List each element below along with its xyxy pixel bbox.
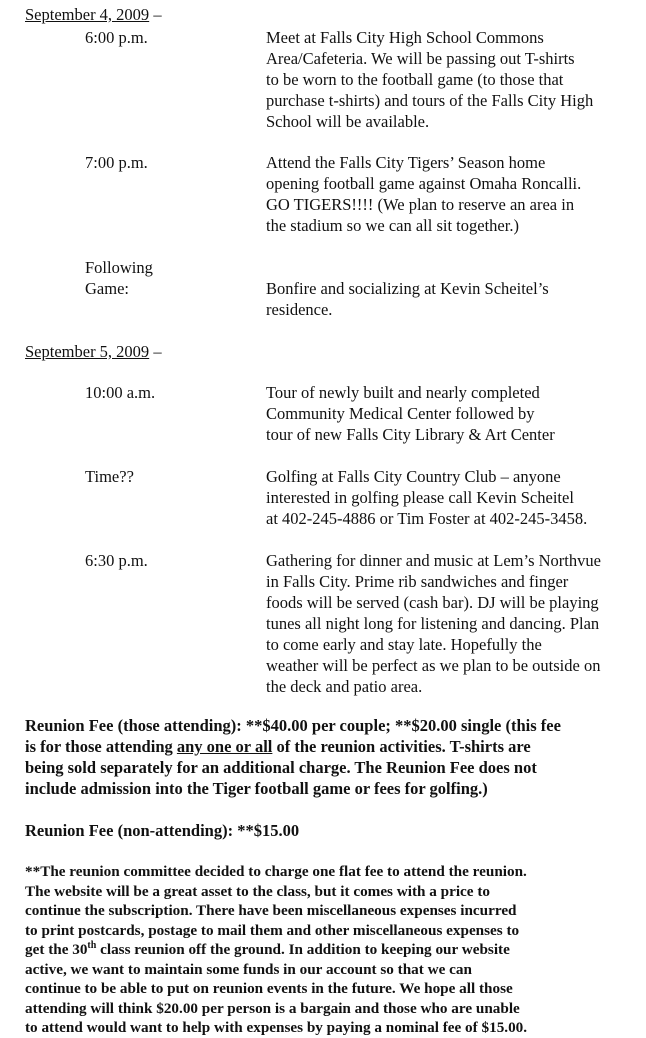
event-time: Following Game:	[85, 258, 153, 298]
event-line: interested in golfing please call Kevin Scheitel	[266, 488, 574, 507]
fee-line: include admission into the Tiger football game or fees for golfing.)	[25, 779, 488, 798]
event-description	[266, 27, 646, 132]
note-line: to print postcards, postage to mail them and other miscellaneous expenses to	[25, 921, 520, 939]
event-description	[266, 278, 646, 320]
event-line: opening football game against Omaha Roncalli.	[266, 174, 582, 193]
note-line: continue the subscription. There have been miscellaneous expenses incurred	[25, 902, 517, 919]
event-line: purchase t-shirts) and tours of the Falls City High	[266, 91, 594, 110]
note-text: class reunion off the ground. In addition to keeping our website	[96, 941, 510, 958]
day-1-date: September 4, 2009	[25, 5, 150, 24]
event-description	[266, 550, 646, 697]
event-line: in Falls City. Prime rib sandwiches and finger	[266, 572, 569, 591]
fee-text: of the reunion activities. T-shirts are	[272, 737, 531, 756]
reunion-fee-non-attending: Reunion Fee (non-attending): **$15.00	[25, 821, 300, 840]
event-line: residence.	[266, 300, 333, 319]
event-line: Area/Cafeteria. We will be passing out T-shirts	[266, 49, 575, 68]
event-line: Golfing at Falls City Country Club – anyone	[266, 467, 561, 486]
note-line: **The reunion committee decided to charge one flat fee to attend the reunion.	[25, 863, 527, 880]
day-2-date: September 5, 2009	[25, 342, 150, 361]
event-line: School will be available.	[266, 112, 430, 131]
event-line: the stadium so we can all sit together.)	[266, 216, 519, 235]
fee-underlined-text: any one or all	[176, 737, 273, 756]
event-line: tour of new Falls City Library & Art Center	[266, 425, 555, 444]
event-line: to be worn to the football game (to those that	[266, 70, 564, 89]
fee-line	[25, 736, 645, 757]
event-line: to come early and stay late. Hopefully the	[266, 635, 542, 654]
event-line: Gathering for dinner and music at Lem’s Northvue	[266, 551, 601, 570]
event-time: 6:00 p.m.	[85, 28, 148, 47]
event-description	[266, 152, 646, 236]
day-1-dash: –	[149, 5, 162, 24]
event-line: foods will be served (cash bar). DJ will be playing	[266, 593, 599, 612]
event-line: the deck and patio area.	[266, 677, 423, 696]
day-2-dash: –	[149, 342, 162, 361]
note-line: active, we want to maintain some funds in our account so that we can	[25, 960, 472, 978]
note-line: attending will think $20.00 per person is a bargain and those who are unable	[25, 999, 520, 1017]
reunion-fee-explanation	[25, 862, 645, 1038]
note-text: get the 30	[25, 941, 88, 958]
event-line: Tour of newly built and nearly completed	[266, 383, 540, 402]
event-time: 10:00 a.m.	[85, 383, 156, 402]
event-description	[266, 466, 646, 529]
event-line: tunes all night long for listening and dancing. Plan	[266, 614, 600, 633]
note-line	[25, 940, 645, 960]
fee-line: Reunion Fee (those attending): **$40.00 per couple; **$20.00 single (this fee	[25, 716, 561, 735]
event-line: at 402-245-4886 or Tim Foster at 402-245-3458.	[266, 509, 588, 528]
event-line: Bonfire and socializing at Kevin Scheitel’s	[266, 279, 549, 298]
note-line: continue to be able to put on reunion events in the future. We hope all those	[25, 980, 513, 997]
event-line: Attend the Falls City Tigers’ Season home	[266, 153, 546, 172]
note-line: The website will be a great asset to the class, but it comes with a price to	[25, 882, 490, 900]
fee-text: is for those attending	[25, 737, 177, 756]
event-description	[266, 382, 646, 445]
event-line: weather will be perfect as we plan to be outside on	[266, 656, 601, 675]
event-time: 7:00 p.m.	[85, 153, 148, 172]
day-2-date-heading	[25, 342, 162, 362]
fee-line: being sold separately for an additional charge. The Reunion Fee does not	[25, 758, 537, 777]
reunion-fee-attending	[25, 715, 645, 799]
event-time: Time??	[85, 467, 134, 486]
event-time: 6:30 p.m.	[85, 551, 148, 570]
event-line: Meet at Falls City High School Commons	[266, 28, 544, 47]
event-line: Community Medical Center followed by	[266, 404, 535, 423]
day-1-date-heading	[25, 5, 162, 25]
event-line: GO TIGERS!!!! (We plan to reserve an area in	[266, 195, 575, 214]
note-superscript: th	[87, 939, 97, 951]
note-line: to attend would want to help with expenses by paying a nominal fee of $15.00.	[25, 1019, 528, 1036]
